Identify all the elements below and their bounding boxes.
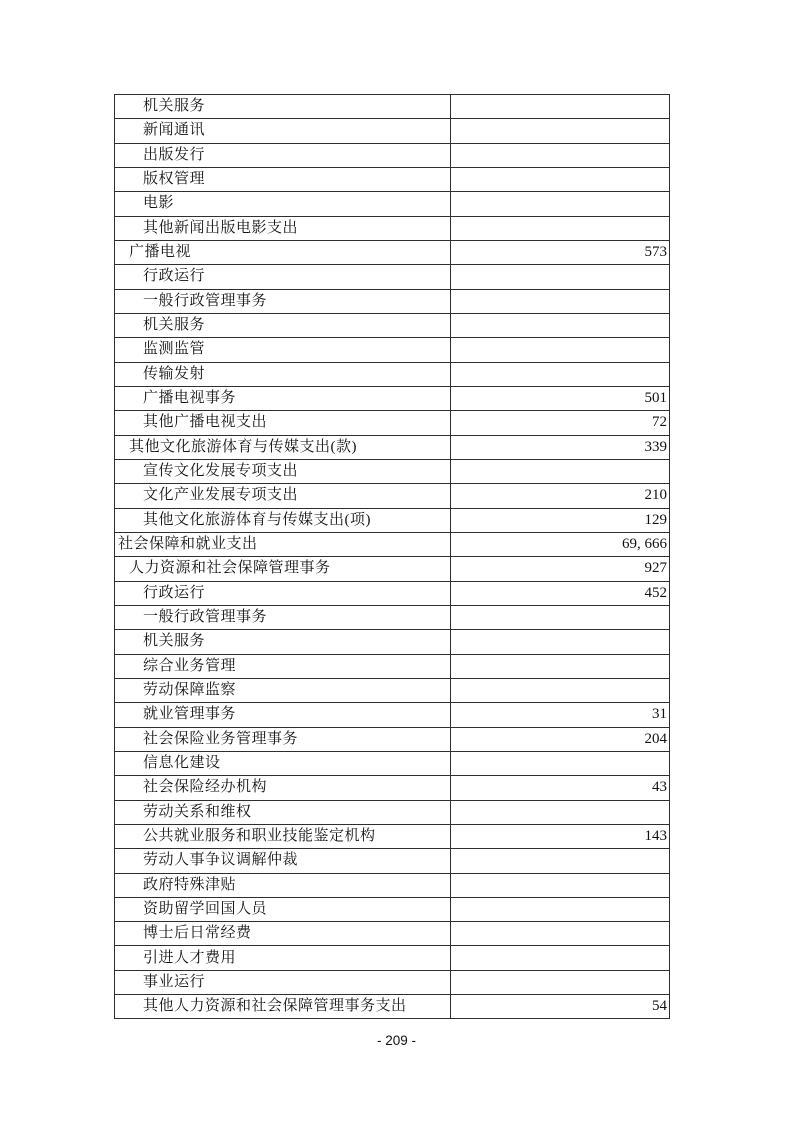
item-value: 129 <box>644 511 667 528</box>
table-row <box>115 995 669 1019</box>
item-label: 社会保障和就业支出 <box>115 533 451 556</box>
item-label: 博士后日常经费 <box>115 922 451 945</box>
item-value <box>451 874 669 897</box>
item-label: 机关服务 <box>115 630 451 653</box>
item-value: 143 <box>644 828 667 844</box>
item-value <box>451 363 669 386</box>
table-row <box>115 363 669 387</box>
item-value: 573 <box>644 244 667 261</box>
table-row <box>115 460 669 484</box>
item-label: 劳动人事争议调解仲裁 <box>115 849 451 872</box>
item-label: 政府特殊津贴 <box>115 874 451 897</box>
table-row <box>115 387 669 411</box>
item-label: 其他文化旅游体育与传媒支出(项) <box>115 509 451 532</box>
table-row <box>115 801 669 825</box>
item-value <box>451 460 669 483</box>
item-value <box>451 801 669 824</box>
item-label: 宣传文化发展专项支出 <box>115 460 451 483</box>
item-label: 资助留学回国人员 <box>115 898 451 921</box>
table-row <box>115 752 669 776</box>
item-label: 机关服务 <box>115 314 451 337</box>
item-value <box>451 922 669 945</box>
item-value <box>451 338 669 361</box>
item-label: 一般行政管理事务 <box>115 290 451 313</box>
item-label: 劳动关系和维权 <box>115 801 451 824</box>
table-row <box>115 849 669 873</box>
table-row <box>115 898 669 922</box>
table-row <box>115 411 669 435</box>
item-label: 电影 <box>115 192 451 215</box>
item-label: 劳动保障监察 <box>115 679 451 702</box>
item-value: 204 <box>644 730 667 747</box>
budget-table <box>114 94 670 1019</box>
table-row <box>115 338 669 362</box>
item-value: 210 <box>644 487 667 504</box>
item-label: 社会保险经办机构 <box>115 776 451 799</box>
table-row <box>115 630 669 654</box>
item-label: 广播电视 <box>115 241 451 264</box>
item-value: 54 <box>652 998 667 1015</box>
item-value <box>451 606 669 629</box>
item-label: 其他文化旅游体育与传媒支出(款) <box>115 436 451 459</box>
item-label: 其他新闻出版电影支出 <box>115 217 451 240</box>
item-label: 公共就业服务和职业技能鉴定机构 <box>115 825 451 848</box>
item-value <box>451 217 669 240</box>
item-label: 其他广播电视支出 <box>115 411 451 434</box>
table-row <box>115 825 669 849</box>
item-value <box>451 144 669 167</box>
item-value <box>451 119 669 142</box>
table-row <box>115 946 669 970</box>
table-row <box>115 533 669 557</box>
item-value <box>451 290 669 313</box>
page-number: - 209 - <box>376 1033 417 1048</box>
table-row <box>115 144 669 168</box>
item-value <box>451 192 669 215</box>
item-label: 一般行政管理事务 <box>115 606 451 629</box>
item-value <box>451 971 669 994</box>
item-value: 43 <box>652 779 667 796</box>
table-row <box>115 119 669 143</box>
item-value <box>451 265 669 288</box>
table-row <box>115 582 669 606</box>
table-row <box>115 290 669 314</box>
item-label: 监测监管 <box>115 338 451 361</box>
item-value <box>451 168 669 191</box>
item-value <box>451 95 669 118</box>
item-value: 69, 666 <box>622 536 667 553</box>
item-label: 新闻通讯 <box>115 119 451 142</box>
table-row <box>115 265 669 289</box>
item-value <box>451 679 669 702</box>
table-row <box>115 971 669 995</box>
item-label: 行政运行 <box>115 582 451 605</box>
table-row <box>115 728 669 752</box>
table-row <box>115 606 669 630</box>
item-label: 信息化建设 <box>115 752 451 775</box>
item-label: 机关服务 <box>115 95 451 118</box>
item-label: 行政运行 <box>115 265 451 288</box>
table-row <box>115 168 669 192</box>
item-value: 72 <box>652 414 667 431</box>
item-label: 人力资源和社会保障管理事务 <box>115 557 451 580</box>
table-row <box>115 655 669 679</box>
item-label: 广播电视事务 <box>115 387 451 410</box>
item-value <box>451 630 669 653</box>
item-label: 就业管理事务 <box>115 703 451 726</box>
item-value <box>451 314 669 337</box>
table-row <box>115 314 669 338</box>
item-value: 452 <box>644 584 667 601</box>
item-label: 传输发射 <box>115 363 451 386</box>
table-row <box>115 776 669 800</box>
item-value <box>451 946 669 969</box>
item-label: 社会保险业务管理事务 <box>115 728 451 751</box>
item-value: 501 <box>644 390 667 407</box>
table-row <box>115 95 669 119</box>
table-row <box>115 557 669 581</box>
table-row <box>115 217 669 241</box>
table-row <box>115 874 669 898</box>
table-row <box>115 922 669 946</box>
item-label: 事业运行 <box>115 971 451 994</box>
item-value <box>451 752 669 775</box>
item-value <box>451 898 669 921</box>
item-value: 31 <box>652 706 667 723</box>
table-row <box>115 484 669 508</box>
item-label: 其他人力资源和社会保障管理事务支出 <box>115 995 451 1018</box>
table-row <box>115 436 669 460</box>
item-label: 文化产业发展专项支出 <box>115 484 451 507</box>
item-label: 出版发行 <box>115 144 451 167</box>
item-value: 339 <box>644 438 667 455</box>
table-row <box>115 703 669 727</box>
item-value <box>451 849 669 872</box>
table-row <box>115 192 669 216</box>
table-row <box>115 679 669 703</box>
table-row <box>115 241 669 265</box>
item-label: 版权管理 <box>115 168 451 191</box>
item-value <box>451 655 669 678</box>
table-row <box>115 509 669 533</box>
item-label: 综合业务管理 <box>115 655 451 678</box>
item-label: 引进人才费用 <box>115 946 451 969</box>
item-value: 927 <box>644 560 667 577</box>
